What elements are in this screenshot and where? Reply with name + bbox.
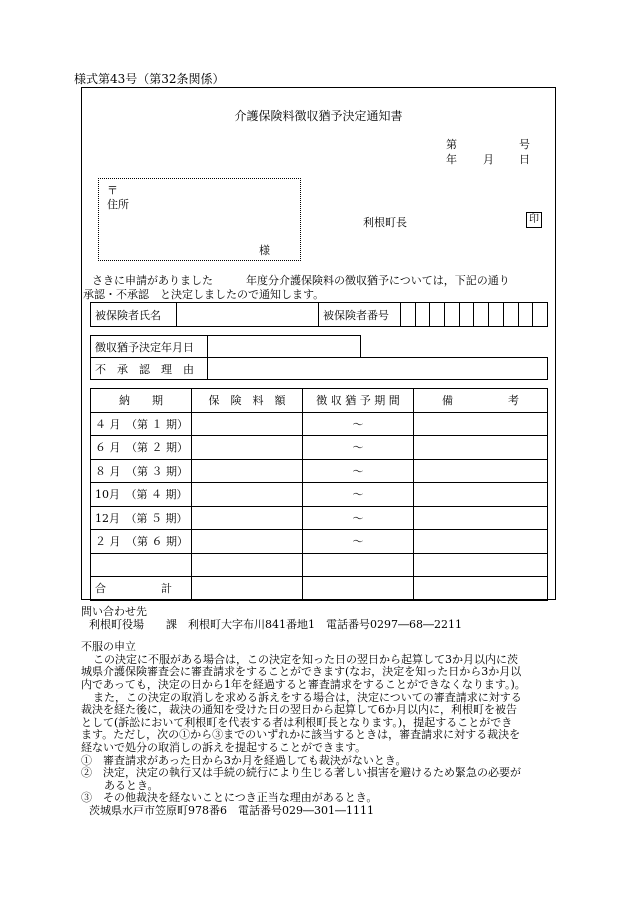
- total-label: 合 計: [91, 577, 192, 601]
- table-row: [91, 506, 548, 530]
- insured-number-digit[interactable]: [503, 303, 518, 327]
- total-amount-cell[interactable]: [192, 577, 303, 601]
- header-premium-amount: 保 険 料 額: [192, 389, 303, 413]
- issuer: 利根町長: [363, 216, 407, 229]
- remarks-cell[interactable]: [414, 553, 548, 577]
- insured-number-digit[interactable]: [400, 303, 415, 327]
- address-box: [98, 178, 301, 261]
- due-period: ４ 月 （第 １ 期）: [91, 412, 192, 436]
- deferral-period-cell[interactable]: [303, 553, 414, 577]
- insured-name-field[interactable]: [177, 303, 319, 327]
- remarks-cell[interactable]: [414, 483, 548, 507]
- insured-number-digit[interactable]: [474, 303, 489, 327]
- date-day: 日: [519, 153, 530, 166]
- insured-number-digit[interactable]: [459, 303, 474, 327]
- notes-section: [81, 606, 561, 818]
- appeal-para1-line: 内であっても，決定の日から1年を経過すると審査請求をすることができなくなります。)。: [81, 677, 526, 691]
- insured-number-digit[interactable]: [533, 303, 548, 327]
- intro-line-2: 承認・不承認 と決定しましたので通知します。: [83, 288, 325, 301]
- table-row: [91, 436, 548, 460]
- insured-number-digit[interactable]: [415, 303, 430, 327]
- address-label: 住所: [107, 198, 129, 211]
- date-year: 年: [446, 153, 457, 166]
- header-deferral-period: 徴 収 猶 予 期 間: [303, 389, 414, 413]
- notice-frame: [81, 87, 556, 600]
- decision-table: [90, 335, 548, 380]
- deferral-period-cell[interactable]: ～: [303, 506, 414, 530]
- remarks-cell[interactable]: [414, 436, 548, 460]
- seal-mark: 印: [526, 212, 542, 228]
- document-title: 介護保険料徴収猶予決定通知書: [234, 109, 403, 123]
- date-month: 月: [483, 153, 494, 166]
- postal-mark: 〒: [107, 184, 118, 197]
- honorific: 様: [259, 244, 270, 257]
- form-id: 様式第43号（第32条関係）: [74, 72, 225, 86]
- due-period: [91, 553, 192, 577]
- table-row: [91, 483, 548, 507]
- insured-number-digit[interactable]: [518, 303, 533, 327]
- deferral-period-cell[interactable]: ～: [303, 436, 414, 460]
- due-period: ８ 月 （第 ３ 期）: [91, 459, 192, 483]
- intro-line-1: さきに申請がありました 年度分介護保険料の徴収猶予については，下記の通り: [92, 274, 510, 287]
- appeal-item: あるとき。: [93, 778, 159, 792]
- appeal-para1-line: この決定に不服がある場合は，この決定を知った日の翌日から起算して3か月以内に茨: [93, 652, 518, 666]
- decision-date-field[interactable]: [208, 336, 361, 358]
- appeal-para2-line: として(訴訟において利根町を代表する者は利根町長となります。)，提起することができ: [81, 715, 513, 729]
- deferral-period-cell[interactable]: ～: [303, 483, 414, 507]
- table-row: [91, 530, 548, 554]
- inquiry-heading: 問い合わせ先: [81, 605, 147, 618]
- appeal-para2-line: 経ないで処分の取消しの訴えを提起することができます。: [81, 740, 367, 754]
- appeal-para2-line: 裁決を経た後に，裁決の通知を受けた日の翌日から起算して6か月以内に，利根町を被告: [81, 703, 517, 717]
- insured-number-digit[interactable]: [430, 303, 445, 327]
- disapproval-reason-field[interactable]: [208, 358, 548, 380]
- appeal-footer: 茨城県水戸市笠原町978番6 電話番号029―301―1111: [89, 803, 374, 817]
- deferral-period-cell[interactable]: ～: [303, 459, 414, 483]
- total-deferral-cell[interactable]: [303, 577, 414, 601]
- total-row: [91, 577, 548, 601]
- table-row: [91, 459, 548, 483]
- header-due-period: 納 期: [91, 389, 192, 413]
- premium-amount-cell[interactable]: [192, 412, 303, 436]
- premium-amount-cell[interactable]: [192, 436, 303, 460]
- premium-amount-cell[interactable]: [192, 553, 303, 577]
- decision-date-label: 徴収猶予決定年月日: [91, 336, 208, 358]
- due-period: ２ 月 （第 ６ 期）: [91, 530, 192, 554]
- remarks-cell[interactable]: [414, 530, 548, 554]
- appeal-para2-line: ます。ただし，次の①から③までのいずれかに該当するときは，審査請求に対する裁決を: [81, 728, 521, 742]
- premium-amount-cell[interactable]: [192, 483, 303, 507]
- due-period: 10月 （第 ４ 期）: [91, 483, 192, 507]
- appeal-item: ③ その他裁決を経ないことにつき正当な理由があるとき。: [81, 791, 378, 805]
- appeal-item: ② 決定，決定の執行又は手続の続行により生じる著しい損害を避けるため緊急の必要が: [81, 766, 521, 780]
- deferral-period-cell[interactable]: ～: [303, 412, 414, 436]
- inquiry-line: 利根町役場 課 利根町大字布川841番地1 電話番号0297―68―2211: [89, 617, 462, 631]
- appeal-para2-line: また，この決定の取消しを求める訴えをする場合は，決定についての審査請求に対する: [93, 690, 522, 704]
- premium-amount-cell[interactable]: [192, 506, 303, 530]
- total-remarks-cell[interactable]: [414, 577, 548, 601]
- premium-table: [90, 388, 548, 601]
- insured-name-label: 被保険者氏名: [91, 303, 177, 327]
- insured-number-digit[interactable]: [445, 303, 460, 327]
- due-period: 12月 （第 ５ 期）: [91, 506, 192, 530]
- remarks-cell[interactable]: [414, 506, 548, 530]
- premium-amount-cell[interactable]: [192, 530, 303, 554]
- appeal-heading: 不服の申立: [81, 640, 136, 654]
- due-period: ６ 月 （第 ２ 期）: [91, 436, 192, 460]
- disapproval-reason-label: 不 承 認 理 由: [91, 358, 208, 380]
- deferral-period-cell[interactable]: ～: [303, 530, 414, 554]
- remarks-cell[interactable]: [414, 459, 548, 483]
- premium-amount-cell[interactable]: [192, 459, 303, 483]
- appeal-para1-line: 城県介護保険審査会に審査請求をすることができます(なお，決定を知った日から3か月以: [81, 665, 522, 679]
- appeal-item: ① 審査請求があった日から3か月を経過しても裁決がないとき。: [81, 753, 407, 767]
- doc-number-dai: 第: [446, 138, 457, 151]
- doc-number-go: 号: [519, 138, 530, 151]
- insured-number-label: 被保険者番号: [318, 303, 400, 327]
- insured-number-digit[interactable]: [489, 303, 504, 327]
- remarks-cell[interactable]: [414, 412, 548, 436]
- table-row: [91, 412, 548, 436]
- header-remarks: 備 考: [414, 389, 548, 413]
- insured-info-table: [90, 302, 548, 327]
- table-row: [91, 553, 548, 577]
